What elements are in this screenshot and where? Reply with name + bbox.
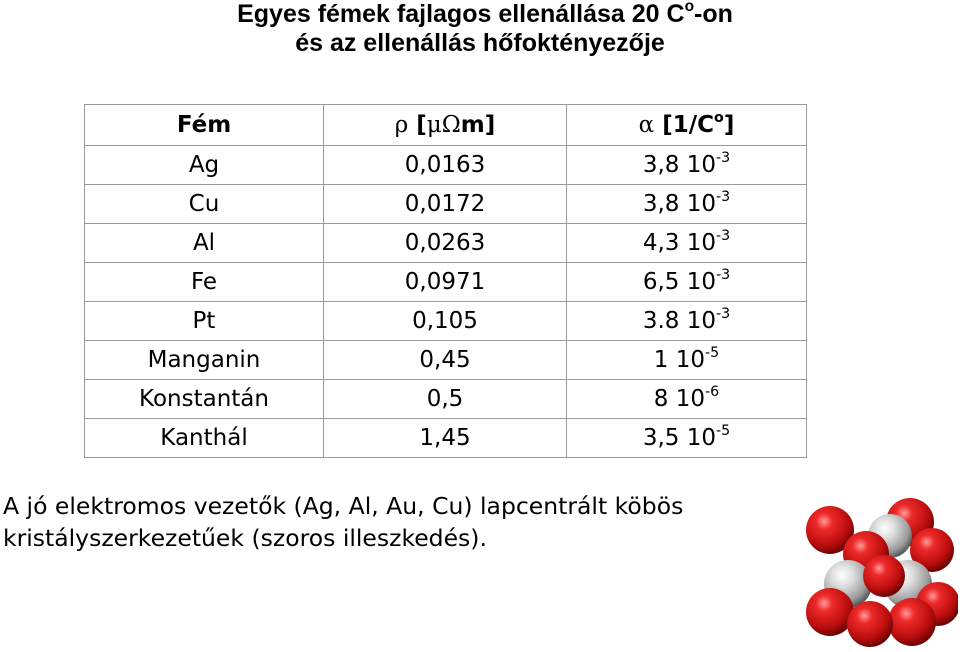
corner-atom — [888, 598, 936, 646]
cell-rho: 0,0971 — [324, 263, 567, 302]
title-line-1: Egyes fémek fajlagos ellenállása 20 $C^o-on$ — [237, 0, 733, 28]
title-line-2: és az ellenállás hőfoktényezője — [295, 29, 665, 57]
cell-rho: 0,0172 — [324, 185, 567, 224]
alpha-value: 1 10 — [653, 347, 705, 373]
table-row — [85, 380, 807, 419]
cell-metal: Pt — [85, 302, 324, 341]
cell-metal: Al — [85, 224, 324, 263]
cell-rho: 0,0163 — [324, 146, 567, 185]
alpha-exponent: -6 — [705, 383, 720, 400]
corner-atom — [847, 601, 893, 647]
table-row — [85, 302, 807, 341]
table-row — [85, 419, 807, 458]
alpha-exponent: -5 — [715, 422, 731, 439]
cell-metal: Manganin — [85, 341, 324, 380]
page-title — [0, 0, 960, 58]
alpha-exponent: -3 — [715, 266, 731, 283]
cell-metal: Fe — [85, 263, 324, 302]
table-row — [85, 146, 807, 185]
cell-alpha — [567, 380, 807, 419]
alpha-exponent: -5 — [705, 344, 720, 361]
alpha-value: 8 10 — [653, 386, 705, 412]
alpha-exponent: -3 — [715, 149, 731, 166]
corner-atom — [863, 555, 905, 597]
cell-alpha — [567, 185, 807, 224]
cell-alpha — [567, 302, 807, 341]
note-line-1: A jó elektromos vezetők (Ag, Al, Au, Cu) lapcentrált köbös — [3, 492, 684, 520]
table-row — [85, 341, 807, 380]
table-row — [85, 263, 807, 302]
cell-metal: Ag — [85, 146, 324, 185]
cell-metal: Cu — [85, 185, 324, 224]
cell-metal: Kanthál — [85, 419, 324, 458]
table-body — [85, 146, 807, 458]
alpha-value: 4,3 10 — [642, 230, 716, 256]
alpha-value: 3.8 10 — [642, 308, 716, 334]
cell-alpha — [567, 263, 807, 302]
conductor-note — [3, 490, 683, 554]
alpha-value: 3,8 10 — [642, 152, 716, 178]
table-header-row — [85, 105, 807, 146]
cell-rho: 1,45 — [324, 419, 567, 458]
corner-atom — [806, 588, 854, 636]
header-rho: ρ [μΩm] — [324, 105, 567, 146]
alpha-symbol: α — [638, 112, 655, 138]
cell-alpha — [567, 341, 807, 380]
header-alpha: α $[1/C^o]$ — [567, 105, 807, 146]
cell-alpha — [567, 146, 807, 185]
cell-alpha — [567, 419, 807, 458]
alpha-value: 3,8 10 — [642, 191, 716, 217]
degree-sup: o — [684, 0, 695, 16]
cell-rho: 0,105 — [324, 302, 567, 341]
alpha-value: 6,5 10 — [642, 269, 716, 295]
cell-metal: Konstantán — [85, 380, 324, 419]
cell-rho: 0,45 — [324, 341, 567, 380]
resistivity-table — [84, 104, 807, 458]
fcc-crystal-image — [800, 492, 958, 652]
rho-symbol: ρ — [394, 112, 409, 138]
alpha-exponent: -3 — [715, 305, 731, 322]
note-line-2: kristályszerkezetűek (szoros illeszkedés). — [3, 524, 487, 552]
table-row — [85, 224, 807, 263]
cell-alpha — [567, 224, 807, 263]
alpha-value: 3,5 10 — [642, 425, 716, 451]
header-metal: Fém — [85, 105, 324, 146]
cell-rho: 0,0263 — [324, 224, 567, 263]
alpha-exponent: -3 — [715, 188, 731, 205]
alpha-exponent: -3 — [715, 227, 731, 244]
micro-ohm-symbol: μΩ — [426, 112, 461, 138]
cell-rho: 0,5 — [324, 380, 567, 419]
table-row — [85, 185, 807, 224]
